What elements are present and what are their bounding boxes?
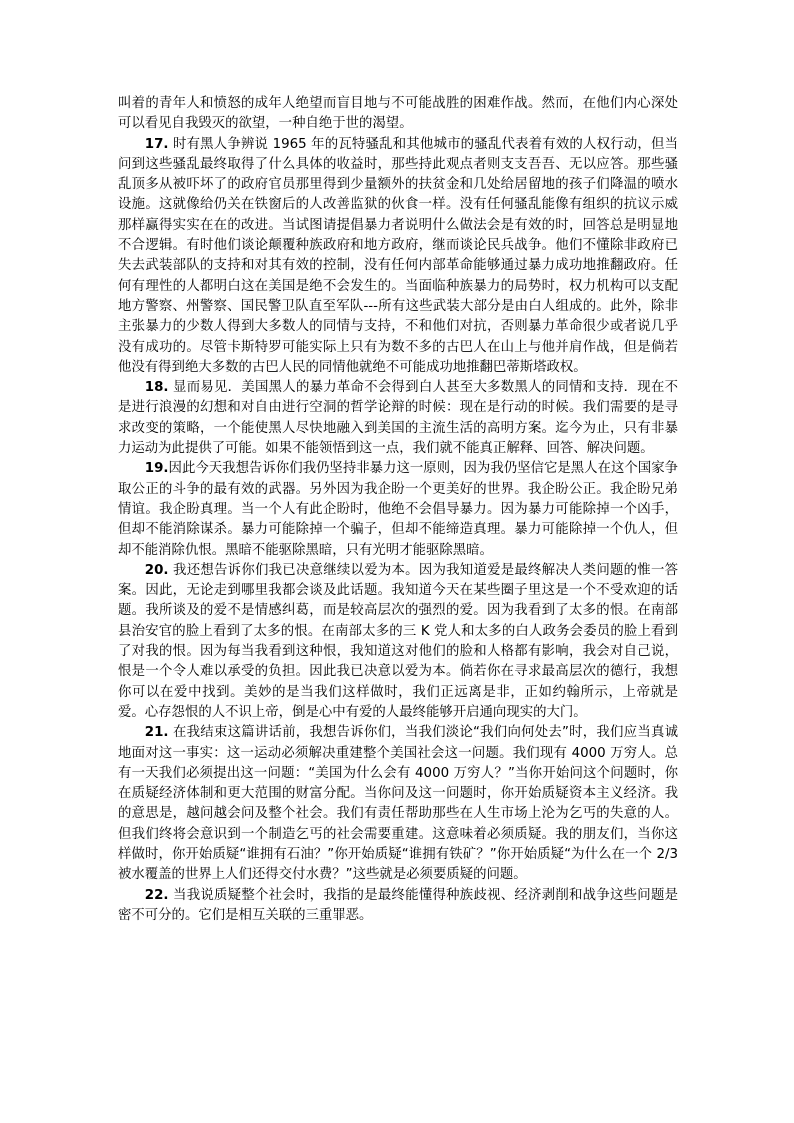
paragraph-text: 显而易见．美国黑人的暴力革命不会得到白人甚至大多数黑人的同情和支持．现在不是进行浪漫的幻想和对自由进行空洞的哲学论辩的时候：现在是行动的时候。我们需要的是寻求改变的策略，一个能使黑人尽快地融入到美国的主流生活的高明方案。迄今为止，只有非暴力运动为此提供了可能。如果不能领悟到这一点，我们就不能真正解释、回答、解决问题。	[118, 380, 678, 457]
paragraph-number: 17.	[144, 136, 169, 152]
paragraph-number: 19.	[144, 461, 169, 477]
document-body	[118, 94, 678, 926]
paragraph-text: 当我说质疑整个社会时，我指的是最终能懂得种族歧视、经济剥削和战争这些问题是密不可分的。它们是相互关联的三重罪恶。	[118, 887, 678, 923]
paragraph-text: 我还想告诉你们我已决意继续以爱为本。因为我知道爱是最终解决人类问题的惟一答案。因此，无论走到哪里我都会谈及此话题。我知道今天在某些圈子里这是一个不受欢迎的话题。我所谈及的爱不是情感纠葛，而是较高层次的强烈的爱。因为我看到了太多的恨。在南部县治安官的脸上看到了太多的恨。在南部太多的三 K 党人和太多的白人政务会委员的脸上看到了对我的恨。因为每当我看到这种恨，我知道这对他们的脸和人格都有影响，我会对自己说，恨是一个令人难以承受的负担。因此我已决意以爱为本。倘若你在寻求最高层次的德行，我想你可以在爱中找到。美妙的是当我们这样做时，我们正远离是非，正如约翰所示，上帝就是爱。心存怨恨的人不识上帝，倒是心中有爱的人最终能够开启通向现实的大门。	[118, 562, 678, 720]
paragraph-22	[118, 886, 678, 927]
paragraph-17	[118, 135, 678, 379]
paragraph-number: 22.	[144, 887, 169, 903]
paragraph-21	[118, 723, 678, 885]
paragraph-19	[118, 459, 678, 560]
paragraph-number: 18.	[144, 380, 169, 396]
paragraph-continuation	[118, 94, 678, 135]
paragraph-text: 叫着的青年人和愤怒的成年人绝望而盲目地与不可能战胜的困难作战。然而，在他们内心深处可以看见自我毁灭的欲望，一种自绝于世的渴望。	[118, 96, 678, 132]
paragraph-text: 在我结束这篇讲话前，我想告诉你们，当我们淡论“我们向何处去”时，我们应当真诚地面对这一事实：这一运动必须解决重建整个美国社会这一问题。我们现有 4000 万穷人。总有一天我们必须提出这一问题：“美国为什么会有 4000 万穷人？”当你开始问这个问题时，你在质疑经济体制和更大范围的财富分配。当你问及这一问题时，你开始质疑资本主义经济。我的意思是，越问越会问及整个社会。我们有责任帮助那些在人生市场上沦为乞丐的失意的人。但我们终将会意识到一个制造乞丐的社会需要重建。这意味着必须质疑。我的朋友们，当你这样做时，你开始质疑“谁拥有石油？”你开始质疑“谁拥有铁矿？”你开始质疑“为什么在一个 2/3 被水覆盖的世界上人们还得交付水费？”这些就是必须要质疑的问题。	[118, 725, 678, 883]
paragraph-text: 因此今天我想告诉你们我仍坚持非暴力这一原则，因为我仍坚信它是黑人在这个国家争取公正的斗争的最有效的武器。另外因为我企盼一个更美好的世界。我企盼公正。我企盼兄弟情谊。我企盼真理。当一个人有此企盼时，他绝不会倡导暴力。因为暴力可能除掉一个凶手，但却不能消除谋杀。暴力可能除掉一个骗子，但却不能缔造真理。暴力可能除掉一个仇人，但却不能消除仇恨。黑暗不能驱除黑暗，只有光明才能驱除黑暗。	[118, 461, 678, 558]
paragraph-number: 21.	[144, 725, 169, 741]
paragraph-text: 时有黑人争辨说 1965 年的瓦特骚乱和其他城市的骚乱代表着有效的人权行动，但当问到这些骚乱最终取得了什么具体的收益时，那些持此观点者则支支吾吾、无以应答。那些骚乱顶多从被吓坏了的政府官员那里得到少量额外的扶贫金和几处给居留地的孩子们降温的喷水设施。这就像给仍关在铁窗后的人改善监狱的伙食一样。没有任何骚乱能像有组织的抗议示威那样赢得实实在在的改进。当试图请提倡暴力者说明什么做法会是有效的时，回答总是明显地不合逻辑。有时他们谈论颠覆种族政府和地方政府，继而谈论民兵战争。他们不懂除非政府已失去武装部队的支持和对其有效的控制，没有任何内部革命能够通过暴力成功地推翻政府。任何有理性的人都明白这在美国是绝不会发生的。当面临种族暴力的局势时，权力机构可以支配地方警察、州警察、国民警卫队直至军队---所有这些武装大部分是由白人组成的。此外，除非主张暴力的少数人得到大多数人的同情与支持，不和他们对抗，否则暴力革命很少或者说几乎没有成功的。尽管卡斯特罗可能实际上只有为数不多的古巴人在山上与他并肩作战，但是倘若他没有得到绝大多数的古巴人民的同情他就绝不可能成功地推翻巴蒂斯塔政权。	[118, 136, 678, 375]
paragraph-20	[118, 561, 678, 723]
paragraph-18	[118, 378, 678, 459]
paragraph-number: 20.	[144, 562, 169, 578]
